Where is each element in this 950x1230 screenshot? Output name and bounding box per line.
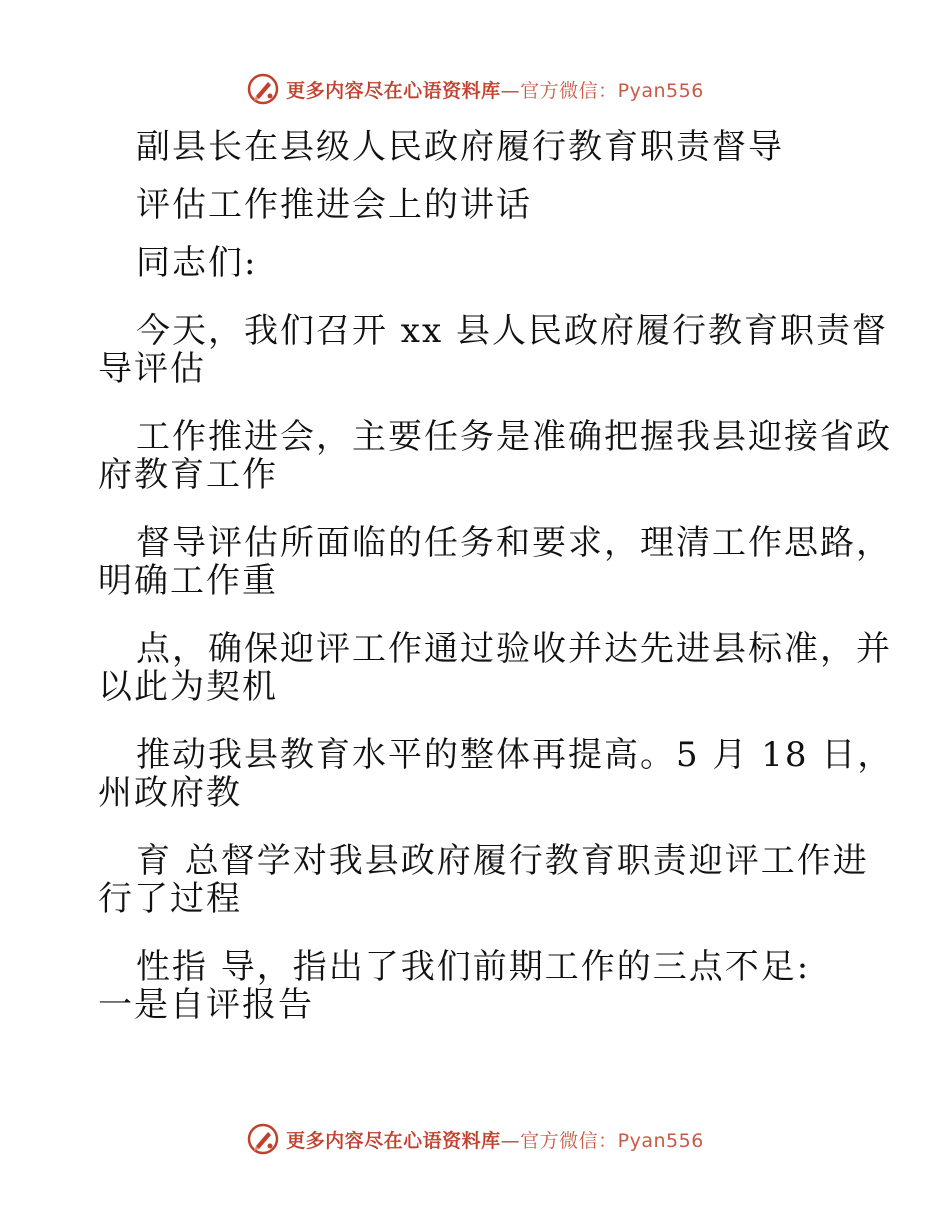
watermark-brand: 更多内容尽在心语资料库 [286, 1129, 501, 1152]
paragraph-line: 育 总督学对我县政府履行教育职责迎评工作进 [136, 841, 869, 881]
watermark-header [0, 72, 950, 106]
salutation: 同志们: [136, 243, 258, 283]
paragraph-line-wrap: 以此为契机 [98, 667, 278, 707]
pen-logo-icon [246, 72, 280, 106]
watermark-account: 官方微信：Pyan556 [520, 1129, 704, 1152]
document-title-line-1: 副县长在县级人民政府履行教育职责督导 [136, 127, 784, 167]
paragraph-line-wrap: 州政府教 [98, 773, 242, 813]
watermark-separator: — [500, 1129, 521, 1152]
paragraph-line: 工作推进会，主要任务是准确把握我县迎接省政 [136, 417, 892, 457]
paragraph-line: 今天，我们召开 xx 县人民政府履行教育职责督 [136, 311, 888, 351]
paragraph-line-wrap: 明确工作重 [98, 561, 278, 601]
pen-logo-icon [246, 1122, 280, 1156]
document-title-line-2: 评估工作推进会上的讲话 [136, 185, 532, 225]
watermark-separator: — [500, 79, 521, 102]
paragraph-line-wrap: 行了过程 [98, 879, 242, 919]
watermark-footer [0, 1122, 950, 1156]
watermark-text [286, 1126, 704, 1153]
paragraph-line: 督导评估所面临的任务和要求，理清工作思路， [136, 523, 892, 563]
watermark-text [286, 76, 704, 103]
paragraph-line: 点，确保迎评工作通过验收并达先进县标准，并 [136, 629, 892, 669]
paragraph-line-wrap: 一是自评报告 [98, 985, 314, 1025]
document-body [98, 127, 894, 1025]
paragraph-line: 推动我县教育水平的整体再提高。5 月 18 日， [136, 735, 894, 775]
paragraph-line-wrap: 导评估 [98, 349, 206, 389]
watermark-account: 官方微信：Pyan556 [520, 79, 704, 102]
paragraph-line: 性指 导，指出了我们前期工作的三点不足: [136, 947, 811, 987]
paragraph-line-wrap: 府教育工作 [98, 455, 278, 495]
watermark-brand: 更多内容尽在心语资料库 [286, 79, 501, 102]
